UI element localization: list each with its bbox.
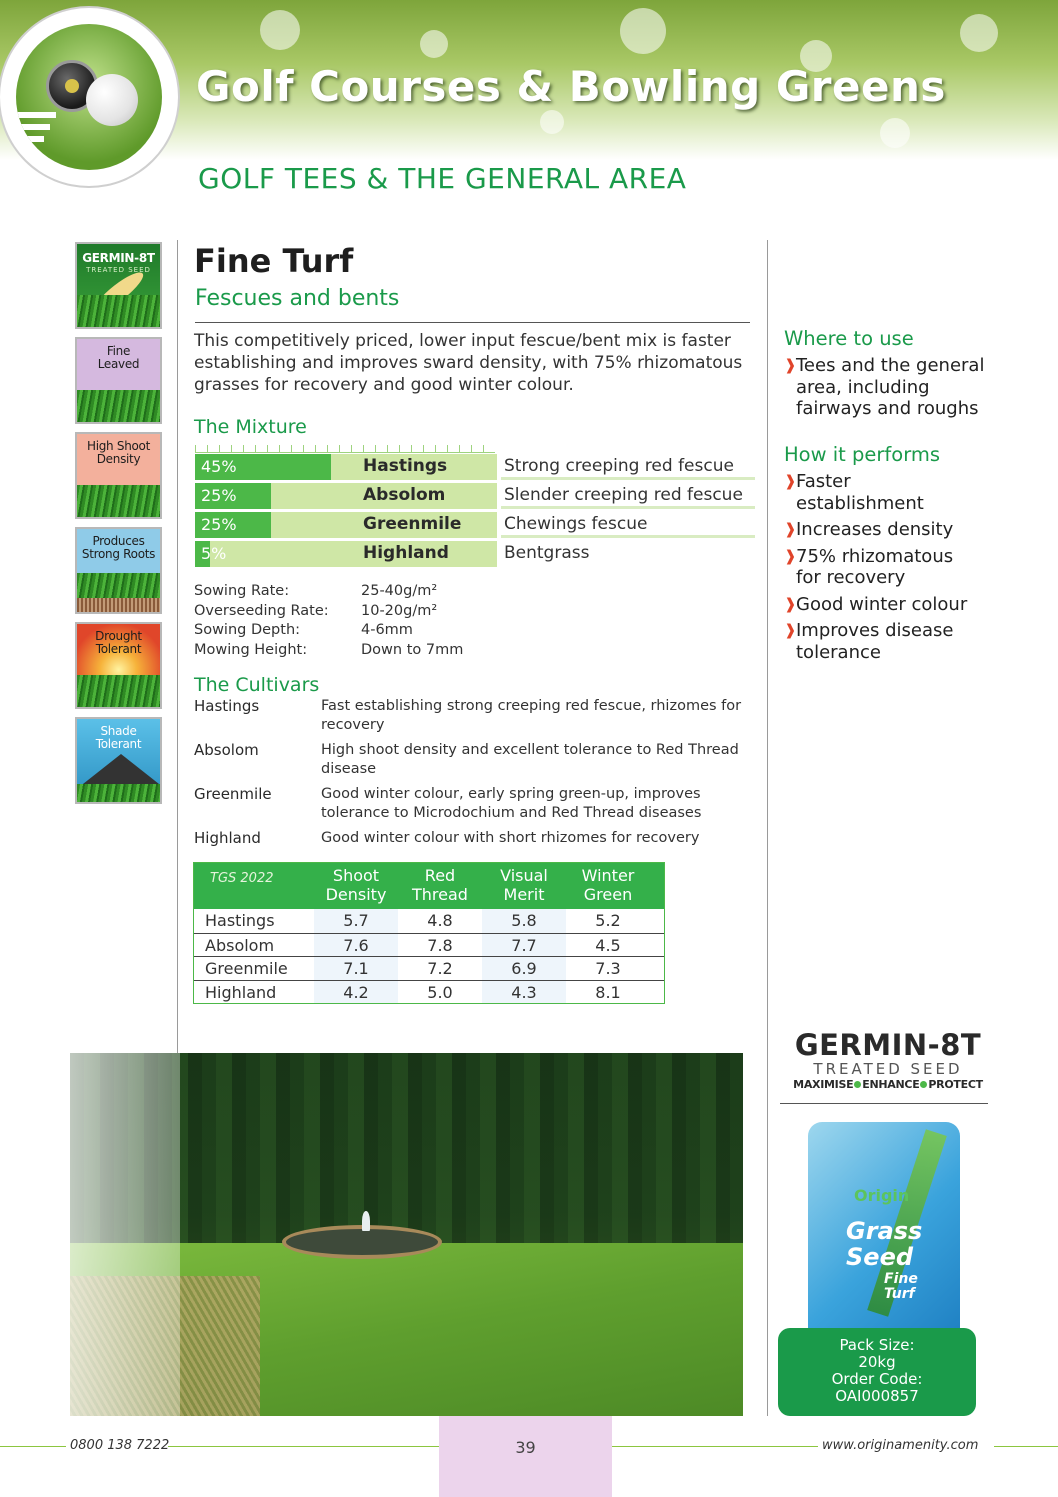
list-item: ❱ Good winter colour bbox=[784, 593, 968, 615]
golf-bowls-logo bbox=[0, 8, 178, 186]
mixture-row: 25% Greenmile Chewings fescue bbox=[195, 511, 755, 540]
trial-results-table bbox=[193, 862, 665, 1004]
right-divider bbox=[767, 240, 768, 1416]
bullet-icon: ❱ bbox=[784, 594, 797, 613]
table-row: Highland 4.2 5.0 4.3 8.1 bbox=[194, 980, 664, 1004]
germin-8t-icon: GERMIN-8T TREATED SEED bbox=[75, 242, 162, 329]
table-row: Absolom 7.6 7.8 7.7 4.5 bbox=[194, 933, 664, 957]
list-item: ❱ Faster establishment bbox=[784, 471, 924, 514]
footer-website[interactable]: www.originamenity.com bbox=[822, 1438, 979, 1453]
mixture-table bbox=[195, 453, 755, 569]
logo-rule bbox=[780, 1103, 988, 1104]
title-rule bbox=[195, 322, 750, 323]
list-item: ❱ Tees and the general area, including fairways and roughs bbox=[784, 355, 985, 419]
cultivars-list bbox=[194, 697, 754, 854]
mixture-bar: 45% Hastings bbox=[195, 454, 497, 480]
how-it-performs-list bbox=[784, 471, 1004, 668]
mixture-bar: 25% Greenmile bbox=[195, 512, 497, 538]
page-title: Golf Courses & Bowling Greens bbox=[196, 62, 946, 111]
drought-tolerant-icon: Drought Tolerant bbox=[75, 622, 162, 709]
shade-tolerant-icon: Shade Tolerant bbox=[75, 717, 162, 804]
product-title: Fine Turf bbox=[194, 242, 354, 280]
where-to-use-list bbox=[784, 355, 1004, 425]
footer-rule bbox=[168, 1446, 439, 1447]
mixture-bar: 25% Absolom bbox=[195, 483, 497, 509]
footer-phone: 0800 138 7222 bbox=[70, 1438, 170, 1453]
feature-icon-column bbox=[75, 242, 162, 812]
mixture-row: 5% Highland Bentgrass bbox=[195, 540, 755, 569]
list-item: ❱ Increases density bbox=[784, 519, 954, 540]
cultivars-heading: The Cultivars bbox=[194, 674, 320, 696]
page-number: 39 bbox=[515, 1438, 536, 1457]
list-item: ❱ Improves disease tolerance bbox=[784, 620, 954, 663]
fine-leaved-icon: Fine Leaved bbox=[75, 337, 162, 424]
strong-roots-icon: Produces Strong Roots bbox=[75, 527, 162, 614]
mixture-row: 45% Hastings Strong creeping red fescue bbox=[195, 453, 755, 482]
list-item: Hastings Fast establishing strong creeping red fescue, rhizomes for recovery bbox=[194, 697, 742, 733]
page-number-box bbox=[439, 1416, 612, 1497]
bullet-icon: ❱ bbox=[784, 621, 797, 639]
golf-ball-icon bbox=[86, 74, 138, 126]
golf-course-photo bbox=[70, 1053, 743, 1416]
bullet-icon: ❱ bbox=[784, 472, 797, 490]
high-shoot-density-icon: High Shoot Density bbox=[75, 432, 162, 519]
how-it-performs-heading: How it performs bbox=[784, 443, 941, 466]
bullet-icon: ❱ bbox=[784, 520, 797, 538]
footer-rule bbox=[994, 1446, 1058, 1447]
mixture-row: 25% Absolom Slender creeping red fescue bbox=[195, 482, 755, 511]
pack-info-box: Pack Size: 20kg Order Code: OAI000857 bbox=[778, 1328, 976, 1416]
mixture-scale bbox=[195, 443, 495, 453]
list-item: Greenmile Good winter colour, early spring green-up, improves tolerance to Microdochium and Red Thread diseases bbox=[194, 785, 702, 821]
list-item: ❱ 75% rhizomatous for recovery bbox=[784, 545, 954, 588]
product-description: This competitively priced, lower input fescue/bent mix is faster establishing and improves sward density, with 75% rhizomatous grasses for recovery and good winter colour. bbox=[194, 331, 743, 395]
footer-rule bbox=[612, 1446, 818, 1447]
mixture-heading: The Mixture bbox=[194, 416, 307, 438]
bullet-icon: ❱ bbox=[784, 546, 797, 565]
table-row: Greenmile 7.1 7.2 6.9 7.3 bbox=[194, 956, 664, 980]
seed-bag-image: Origin Grass Seed Fine Turf bbox=[808, 1122, 960, 1342]
germin-8t-logo: GERMIN-8T TREATED SEED MAXIMISE ENHANCE PROTECT bbox=[793, 1028, 983, 1091]
footer-rule bbox=[0, 1446, 66, 1447]
mixture-bar: 5% Highland bbox=[195, 541, 497, 567]
table-header: TGS 2022 Shoot Density Red Thread Visual Merit Winter Green bbox=[194, 863, 664, 909]
where-to-use-heading: Where to use bbox=[784, 327, 914, 350]
bullet-icon: ❱ bbox=[784, 356, 797, 374]
table-row: Hastings 5.7 4.8 5.8 5.2 bbox=[194, 909, 664, 933]
product-subtitle: Fescues and bents bbox=[195, 286, 400, 311]
section-subtitle: GOLF TEES & THE GENERAL AREA bbox=[198, 162, 687, 195]
list-item: Absolom High shoot density and excellent tolerance to Red Thread disease bbox=[194, 741, 739, 777]
list-item: Highland Good winter colour with short rhizomes for recovery bbox=[194, 829, 700, 847]
sowing-rates: Sowing Rate: 25-40g/m² Overseeding Rate: 10-20g/m² Sowing Depth: 4-6mm Mowing Height: Down to 7mm bbox=[194, 583, 464, 658]
